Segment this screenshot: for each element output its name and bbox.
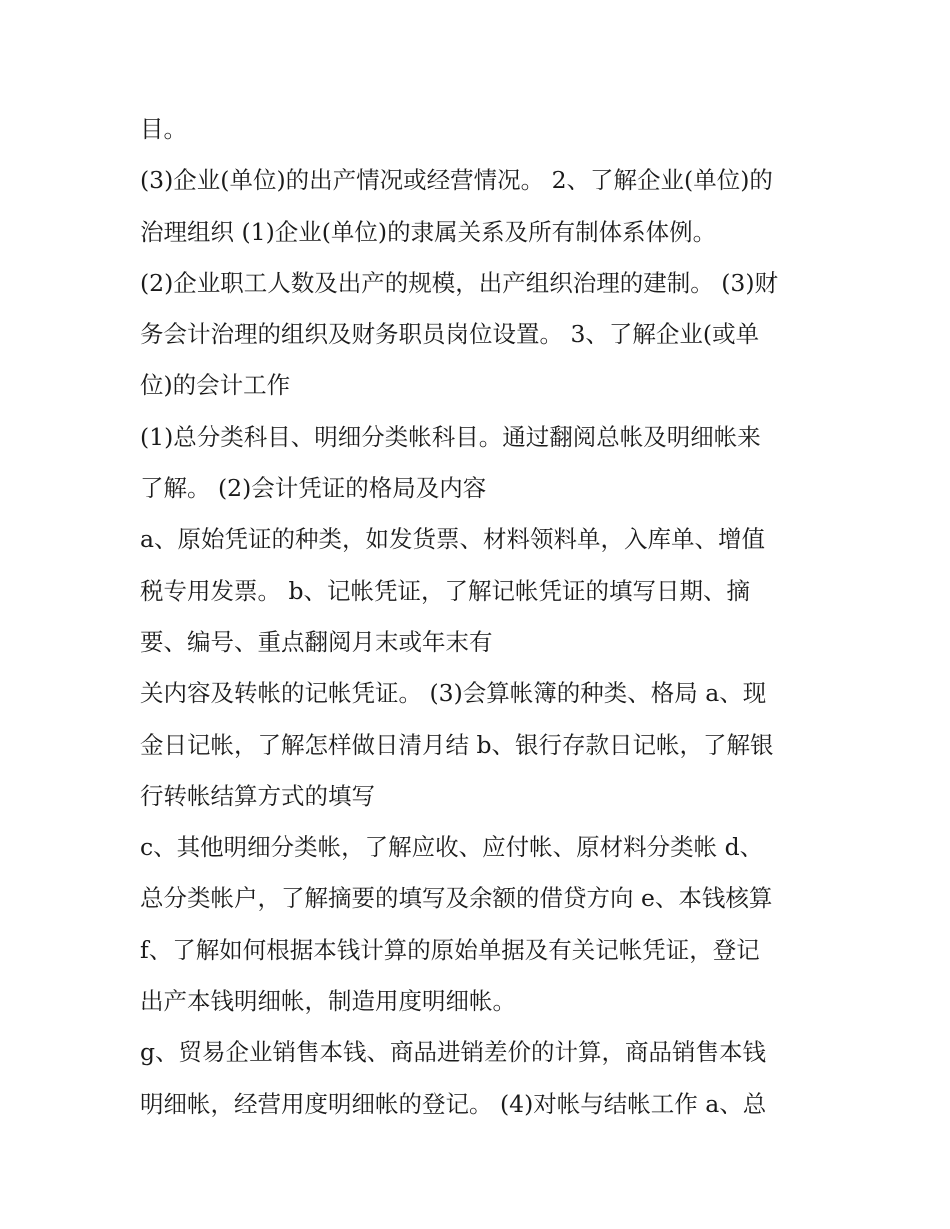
text-line: 税专用发票。 b、记帐凭证，了解记帐凭证的填写日期、摘 — [140, 576, 751, 605]
text-line: 位)的会计工作 — [140, 371, 291, 400]
text-line: c、其他明细分类帐，了解应收、应付帐、原材料分类帐 d、 — [140, 833, 764, 862]
document-body — [140, 106, 812, 1132]
text-line: 了解。 (2)会计凭证的格局及内容 — [140, 474, 487, 503]
text-line: 目。 — [140, 115, 187, 143]
text-line: 金日记帐，了解怎样做日清月结 b、银行存款日记帐，了解银 — [140, 730, 774, 759]
text-line: 出产本钱明细帐，制造用度明细帐。 — [140, 987, 516, 1016]
text-line: a、原始凭证的种类，如发货票、材料领料单，入库单、增值 — [140, 525, 766, 554]
text-line: 关内容及转帐的记帐凭证。 (3)会算帐簿的种类、格局 a、现 — [140, 679, 767, 708]
text-line: f、了解如何根据本钱计算的原始单据及有关记帐凭证，登记 — [140, 935, 760, 964]
text-line: (3)企业(单位)的出产情况或经营情况。 2、了解企业(单位)的 — [140, 166, 773, 195]
text-line: 行转帐结算方式的填写 — [140, 781, 375, 810]
text-line: 治理组织 (1)企业(单位)的隶属关系及所有制体系体例。 — [140, 217, 717, 246]
text-line: (1)总分类科目、明细分类帐科目。通过翻阅总帐及明细帐来 — [140, 422, 761, 451]
text-line: 要、编号、重点翻阅月末或年末有 — [140, 627, 493, 656]
text-line: 总分类帐户，了解摘要的填写及余额的借贷方向 e、本钱核算 — [140, 884, 773, 913]
text-line: 务会计治理的组织及财务职员岗位设置。 3、了解企业(或单 — [140, 320, 760, 349]
text-line: 明细帐，经营用度明细帐的登记。 (4)对帐与结帐工作 a、总 — [140, 1089, 767, 1118]
text-line: (2)企业职工人数及出产的规模，出产组织治理的建制。 (3)财 — [140, 268, 779, 297]
text-line: g、贸易企业销售本钱、商品进销差价的计算，商品销售本钱 — [140, 1038, 767, 1067]
